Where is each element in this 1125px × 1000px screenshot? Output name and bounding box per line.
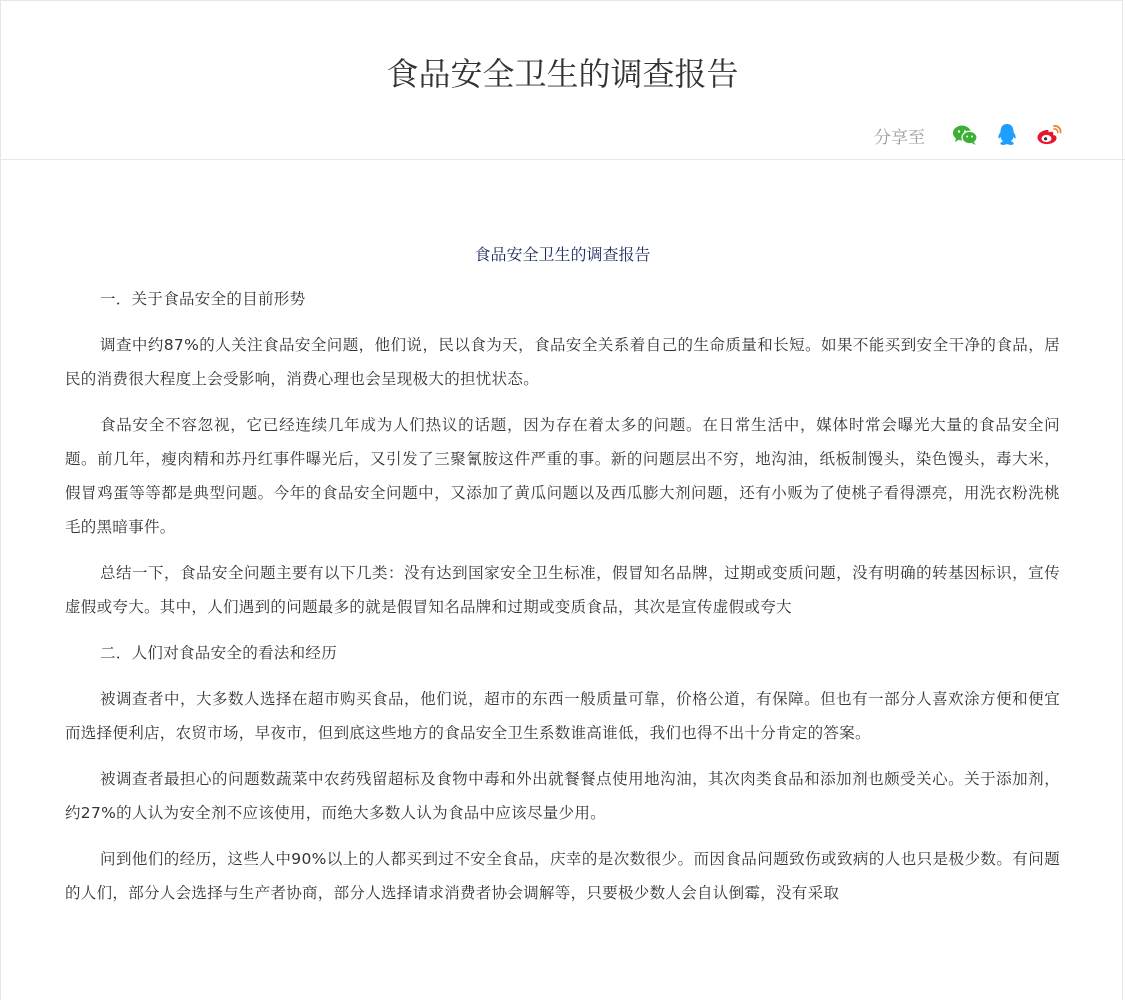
article-body [65, 232, 1060, 922]
share-label: 分享至 [874, 127, 925, 148]
paragraph: 被调查者最担心的问题数蔬菜中农药残留超标及食物中毒和外出就餐餐点使用地沟油，其次肉类食品和添加剂也颇受关心。关于添加剂，约27%的人认为安全剂不应该使用，而绝大多数人认为食品中应该尽量少用。 [65, 770, 1060, 822]
paragraph: 问到他们的经历，这些人中90%以上的人都买到过不安全食品，庆幸的是次数很少。而因食品问题致伤或致病的人也只是极少数。有问题的人们，部分人会选择与生产者协商，部分人选择请求消费者协会调解等，只要极少数人会自认倒霉，没有采取 [65, 850, 1060, 902]
section-heading-2: 二．人们对食品安全的看法和经历 [100, 644, 338, 662]
share-bar [874, 120, 1063, 150]
wechat-icon[interactable] [951, 121, 979, 149]
page-header [0, 0, 1125, 160]
weibo-icon[interactable] [1035, 121, 1063, 149]
paragraph: 总结一下，食品安全问题主要有以下几类：没有达到国家安全卫生标准，假冒知名品牌，过期或变质问题，没有明确的转基因标识，宣传虚假或夸大。其中，人们遇到的问题最多的就是假冒知名品牌和过期或变质食品，其次是宣传虚假或夸大 [65, 564, 1060, 616]
article-title: 食品安全卫生的调查报告 [474, 245, 651, 264]
page-title: 食品安全卫生的调查报告 [386, 55, 739, 93]
paragraph: 被调查者中，大多数人选择在超市购买食品，他们说，超市的东西一般质量可靠，价格公道，有保障。但也有一部分人喜欢涂方便和便宜而选择便利店，农贸市场，早夜市，但到底这些地方的食品安全卫生系数谁高谁低，我们也得不出十分肯定的答案。 [65, 690, 1060, 742]
paragraph: 调查中约87%的人关注食品安全问题，他们说，民以食为天，食品安全关系着自己的生命质量和长短。如果不能买到安全干净的食品，居民的消费很大程度上会受影响，消费心理也会呈现极大的担忧状态。 [65, 336, 1060, 388]
section-heading-1: 一．关于食品安全的目前形势 [100, 290, 306, 308]
paragraph: 食品安全不容忽视，它已经连续几年成为人们热议的话题，因为存在着太多的问题。在日常生活中，媒体时常会曝光大量的食品安全问题。前几年，瘦肉精和苏丹红事件曝光后，又引发了三聚氰胺这件严重的事。新的问题层出不穷，地沟油，纸板制馒头，染色馒头，毒大米，假冒鸡蛋等等都是典型问题。今年的食品安全问题中，又添加了黄瓜问题以及西瓜膨大剂问题，还有小贩为了使桃子看得漂亮，用洗衣粉洗桃毛的黑暗事件。 [65, 416, 1060, 536]
qq-icon[interactable] [993, 121, 1021, 149]
